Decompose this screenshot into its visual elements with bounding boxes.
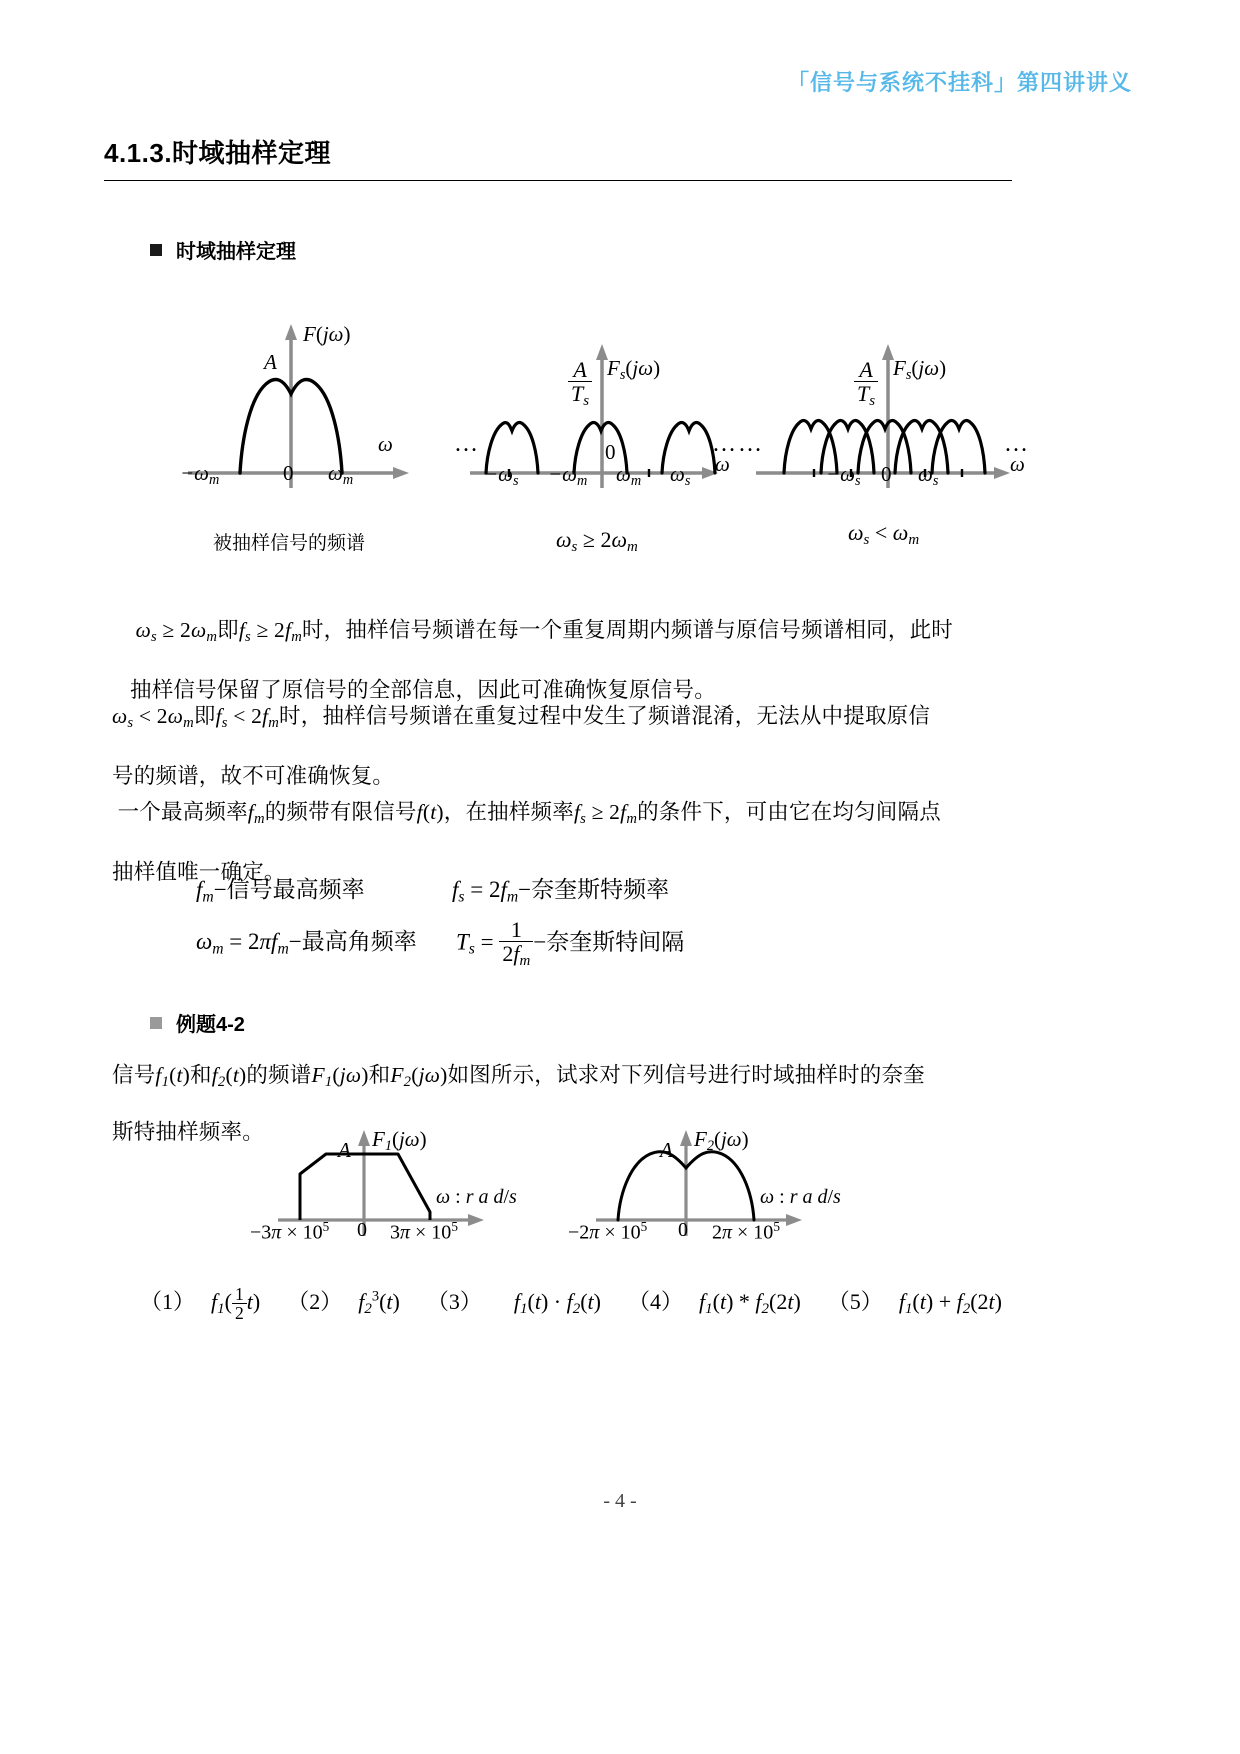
y-label-A: A: [338, 1138, 351, 1162]
ellipsis-right: …: [1004, 431, 1028, 457]
page-title: 4.1.3.时域抽样定理: [104, 138, 332, 168]
definition-fm: $f_m-$信号最高频率: [196, 877, 365, 906]
example-line1: 信号$f_1(t)$和$f_2(t)$的频谱$F_1(j\omega)$和$F_2(j\omega)$如图所示，试求对下列信号进行时域抽样时的奈奎: [112, 1063, 925, 1091]
fig-sampled-alias: [738, 336, 1028, 518]
x-axis-name-omega: ω: [378, 432, 393, 456]
ellipsis-right: …: [712, 431, 736, 457]
example-statement: [112, 1050, 1052, 1157]
tick-omega-m: $\omega_m$: [328, 461, 354, 488]
p3-line1: 一个最高频率$f_m$的频带有限信号f(t)，在抽样频率$f_s \ge 2f_m$的条件下，可由它在均匀间隔点: [112, 800, 941, 828]
y-label-A: A: [264, 350, 277, 374]
tick-zero: 0: [605, 440, 616, 464]
tick-2pi-1e5: $2\pi \times 10^5$: [712, 1219, 780, 1244]
definition-omega-m: $\omega_m = 2\pi f_m-$最高角频率: [196, 929, 417, 958]
p1-math: $\omega_s \ge 2\omega_m$即$f_s \ge 2f_m$: [135, 618, 302, 646]
heading-label: 例题4-2: [176, 1014, 245, 1036]
bullet-square-icon: [150, 244, 162, 256]
bullet-square-icon: [150, 1017, 162, 1029]
page-header: [0, 66, 1240, 97]
tick-zero: 0: [283, 461, 294, 485]
definition-omega-m-text: −最高角频率: [288, 929, 417, 954]
p1-line1-text: 时，抽样信号频谱在每一个重复周期内频谱与原信号频谱相同，此时: [301, 618, 953, 642]
definition-fs-text: −奈奎斯特频率: [518, 877, 670, 902]
tick-3pi-1e5: $3\pi \times 10^5$: [390, 1219, 458, 1244]
p1-line2-text: 抽样信号保留了原信号的全部信息，因此可准确恢复原信号。: [130, 678, 716, 703]
heading-sampling-theorem: [150, 235, 296, 264]
axis-label-Fs-jw: $F_s(j\omega)$: [607, 356, 661, 383]
x-axis-name-omega: ω: [715, 452, 730, 476]
y-label-A-over-Ts: $\frac{A}{T_s}$: [854, 358, 878, 410]
definition-fs: $f_s = 2f_m-$奈奎斯特频率: [452, 877, 670, 906]
fig-F2: [568, 1124, 860, 1254]
definition-Ts-numerator: 1: [499, 918, 533, 942]
definition-Ts-denominator: $2f_m$: [502, 941, 531, 970]
tick-minus-omega-s: $-\omega_s$: [484, 462, 519, 489]
definition-Ts-text: −奈奎斯特间隔: [533, 929, 685, 955]
example-question-list: [140, 1285, 1002, 1323]
tick-minus-omega-m: $-\omega_m$: [180, 461, 220, 488]
caption-alias-condition: $\omega_s < \omega_m$: [848, 520, 920, 549]
tick-minus-omega-m: $-\omega_m$: [548, 462, 588, 489]
y-label-A-over-Ts: $\frac{A}{T_s}$: [568, 358, 592, 410]
p2-line1-text: 时，抽样信号频谱在重复过程中发生了频谱混淆，无法从中提取原信: [279, 704, 931, 728]
tick-minus-3pi-1e5: $-3\pi \times 10^5$: [250, 1219, 330, 1244]
caption-original-spectrum: 被抽样信号的频谱: [213, 533, 366, 554]
title-divider: [104, 180, 1012, 181]
tick-minus-omega-s: $-\omega_s$: [826, 462, 861, 489]
fig-F1: [250, 1124, 532, 1254]
question-2: （2） $f_2^3(t)$: [287, 1288, 400, 1318]
tick-minus-2pi-1e5: $-2\pi \times 10^5$: [568, 1219, 648, 1244]
fig-sampled-no-alias: [454, 336, 736, 518]
x-axis-name-omega: ω: [1010, 452, 1025, 476]
definition-Ts: $T_s$ = $\frac{1}{2f_m}$ −奈奎斯特间隔: [456, 917, 685, 970]
question-3: （3） $f_1(t) \cdot f_2(t)$: [426, 1289, 601, 1318]
tick-omega-s: $\omega_s$: [918, 462, 939, 489]
definition-fm-text: −信号最高频率: [213, 877, 365, 902]
tick-omega-s: $\omega_s$: [670, 462, 691, 489]
question-4: （4） $f_1(t) * f_2(2t)$: [628, 1289, 801, 1318]
page-footer: [0, 1490, 1240, 1513]
tick-zero: 0: [881, 462, 892, 486]
axis-label-Fs-jw: $F_s(j\omega)$: [893, 356, 947, 383]
ellipsis-left: …: [454, 431, 478, 457]
tick-zero: 0: [678, 1219, 688, 1241]
y-label-A: A: [660, 1138, 673, 1162]
heading-label: 时域抽样定理: [176, 241, 296, 263]
axis-label-F2-jw: $F_2(j\omega)$: [694, 1127, 749, 1154]
fig-original-spectrum: [178, 318, 428, 518]
axis-label-F1-jw: $F_1(j\omega)$: [372, 1127, 427, 1154]
page-number: - 4 -: [603, 1490, 637, 1512]
example-line2: 斯特抽样频率。: [112, 1120, 264, 1145]
p2-math: $\omega_s < 2\omega_m$即$f_s < 2f_m$: [112, 704, 280, 732]
heading-example-4-2: [150, 1008, 245, 1037]
ellipsis-left: …: [738, 431, 762, 457]
header-title: 「信号与系统不挂科」第四讲讲义: [786, 70, 1132, 95]
question-1: （1） $f_1$( $\frac{1}{2}$ t): [140, 1284, 261, 1324]
axis-label-F-jw: F(jω): [303, 322, 351, 346]
question-5: （5） $f_1(t) + f_2(2t)$: [827, 1289, 1002, 1318]
tick-zero: 0: [357, 1219, 367, 1241]
caption-no-alias-condition: $\omega_s \ge 2\omega_m$: [556, 527, 638, 556]
p2-line2-text: 号的频谱，故不可准确恢复。: [112, 764, 395, 789]
x-axis-name: ω : r a d/s: [436, 1186, 517, 1208]
p3-line2: 抽样值唯一确定。: [112, 860, 286, 885]
x-axis-name: ω : r a d/s: [760, 1186, 841, 1208]
tick-omega-m: $\omega_m$: [616, 462, 642, 489]
